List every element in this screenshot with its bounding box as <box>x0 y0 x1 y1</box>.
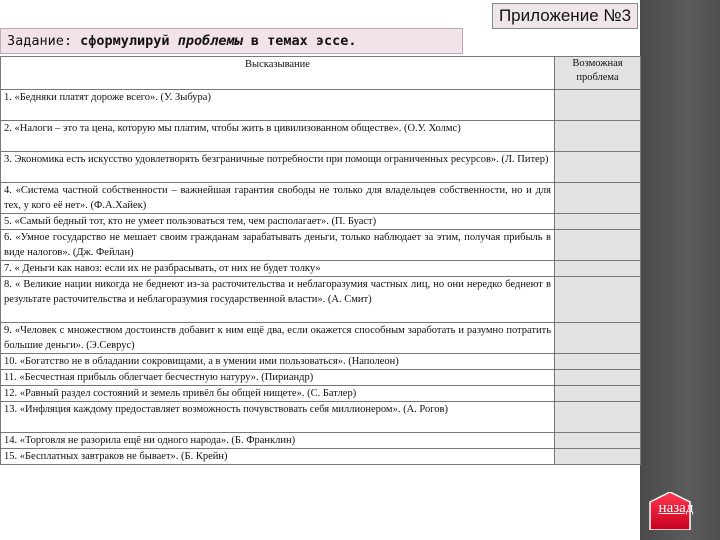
quote-cell: 5. «Самый бедный тот, кто не умеет пользоваться тем, чем располагает». (П. Буаст) <box>1 214 555 230</box>
table-row <box>1 152 641 183</box>
problem-cell[interactable] <box>555 277 641 323</box>
quote-cell: 15. «Бесплатных завтраков не бывает». (Б. Крейн) <box>1 449 555 465</box>
task-italic: проблемы <box>177 33 243 49</box>
problem-cell[interactable] <box>555 354 641 370</box>
table-row <box>1 230 641 261</box>
quote-cell: 8. « Великие нации никогда не беднеют из-за расточительства и неблагоразумия частных лиц, но они нередко беднеют в результате расточительства и неблагоразумия государственной власти». (А. Смит) <box>1 277 555 323</box>
quote-cell: 11. «Бесчестная прибыль облегчает бесчестную натуру». (Пириандр) <box>1 370 555 386</box>
header-quote: Высказывание <box>1 57 555 90</box>
problem-cell[interactable] <box>555 152 641 183</box>
problem-cell[interactable] <box>555 90 641 121</box>
problem-cell[interactable] <box>555 183 641 214</box>
task-prefix: Задание: <box>7 33 81 49</box>
quote-cell: 9. «Человек с множеством достоинств добавит к ним ещё два, если окажется способным заработать и разумно потратить большие деньги». (Э.Севрус) <box>1 323 555 354</box>
table-row <box>1 386 641 402</box>
task-bold-2: в темах эссе. <box>242 33 357 49</box>
table-row <box>1 183 641 214</box>
problem-cell[interactable] <box>555 230 641 261</box>
problem-cell[interactable] <box>555 214 641 230</box>
table-row <box>1 121 641 152</box>
problem-cell[interactable] <box>555 402 641 433</box>
quotes-table <box>0 56 641 465</box>
quote-cell: 7. « Деньги как навоз: если их не разбрасывать, от них не будет толку» <box>1 261 555 277</box>
problem-cell[interactable] <box>555 386 641 402</box>
problem-cell[interactable] <box>555 449 641 465</box>
quote-cell: 12. «Равный раздел состояний и земель привёл бы общей нищете». (С. Батлер) <box>1 386 555 402</box>
table-row <box>1 261 641 277</box>
quote-cell: 10. «Богатство не в обладании сокровищами, а в умении ими пользоваться». (Наполеон) <box>1 354 555 370</box>
table-header-row <box>1 57 641 90</box>
problem-cell[interactable] <box>555 433 641 449</box>
quote-cell: 14. «Торговля не разорила ещё ни одного народа». (Б. Франклин) <box>1 433 555 449</box>
appendix-label: Приложение №3 <box>492 3 638 29</box>
table-row <box>1 214 641 230</box>
quote-cell: 3. Экономика есть искусство удовлетворять безграничные потребности при помощи ограниченных ресурсов». (Л. Питер) <box>1 152 555 183</box>
table-row <box>1 449 641 465</box>
quote-cell: 4. «Система частной собственности – важнейшая гарантия свободы не только для владельцев собственности, но и для тех, у кого её нет». (Ф.А.Хайек) <box>1 183 555 214</box>
table-row <box>1 90 641 121</box>
quote-cell: 13. «Инфляция каждому предоставляет возможность почувствовать себя миллионером». (А. Рогов) <box>1 402 555 433</box>
quote-cell: 2. «Налоги – это та цена, которую мы платим, чтобы жить в цивилизованном обществе». (О.У. Холмс) <box>1 121 555 152</box>
header-problem: Возможная проблема <box>555 57 641 90</box>
table-row <box>1 370 641 386</box>
task-banner <box>0 28 463 54</box>
table-row <box>1 354 641 370</box>
quote-cell: 1. «Бедняки платят дороже всего». (У. Зыбура) <box>1 90 555 121</box>
table-row <box>1 277 641 323</box>
problem-cell[interactable] <box>555 323 641 354</box>
problem-cell[interactable] <box>555 121 641 152</box>
side-panel <box>640 0 720 540</box>
table-row <box>1 433 641 449</box>
task-bold-1: сформулируй <box>80 33 178 49</box>
quote-cell: 6. «Умное государство не мешает своим гражданам зарабатывать деньги, только наблюдает за этим, получая прибыль в виде налогов». (Дж. Фейлан) <box>1 230 555 261</box>
problem-cell[interactable] <box>555 261 641 277</box>
problem-cell[interactable] <box>555 370 641 386</box>
table-row <box>1 402 641 433</box>
back-button-label[interactable]: назад <box>658 500 694 516</box>
table-row <box>1 323 641 354</box>
